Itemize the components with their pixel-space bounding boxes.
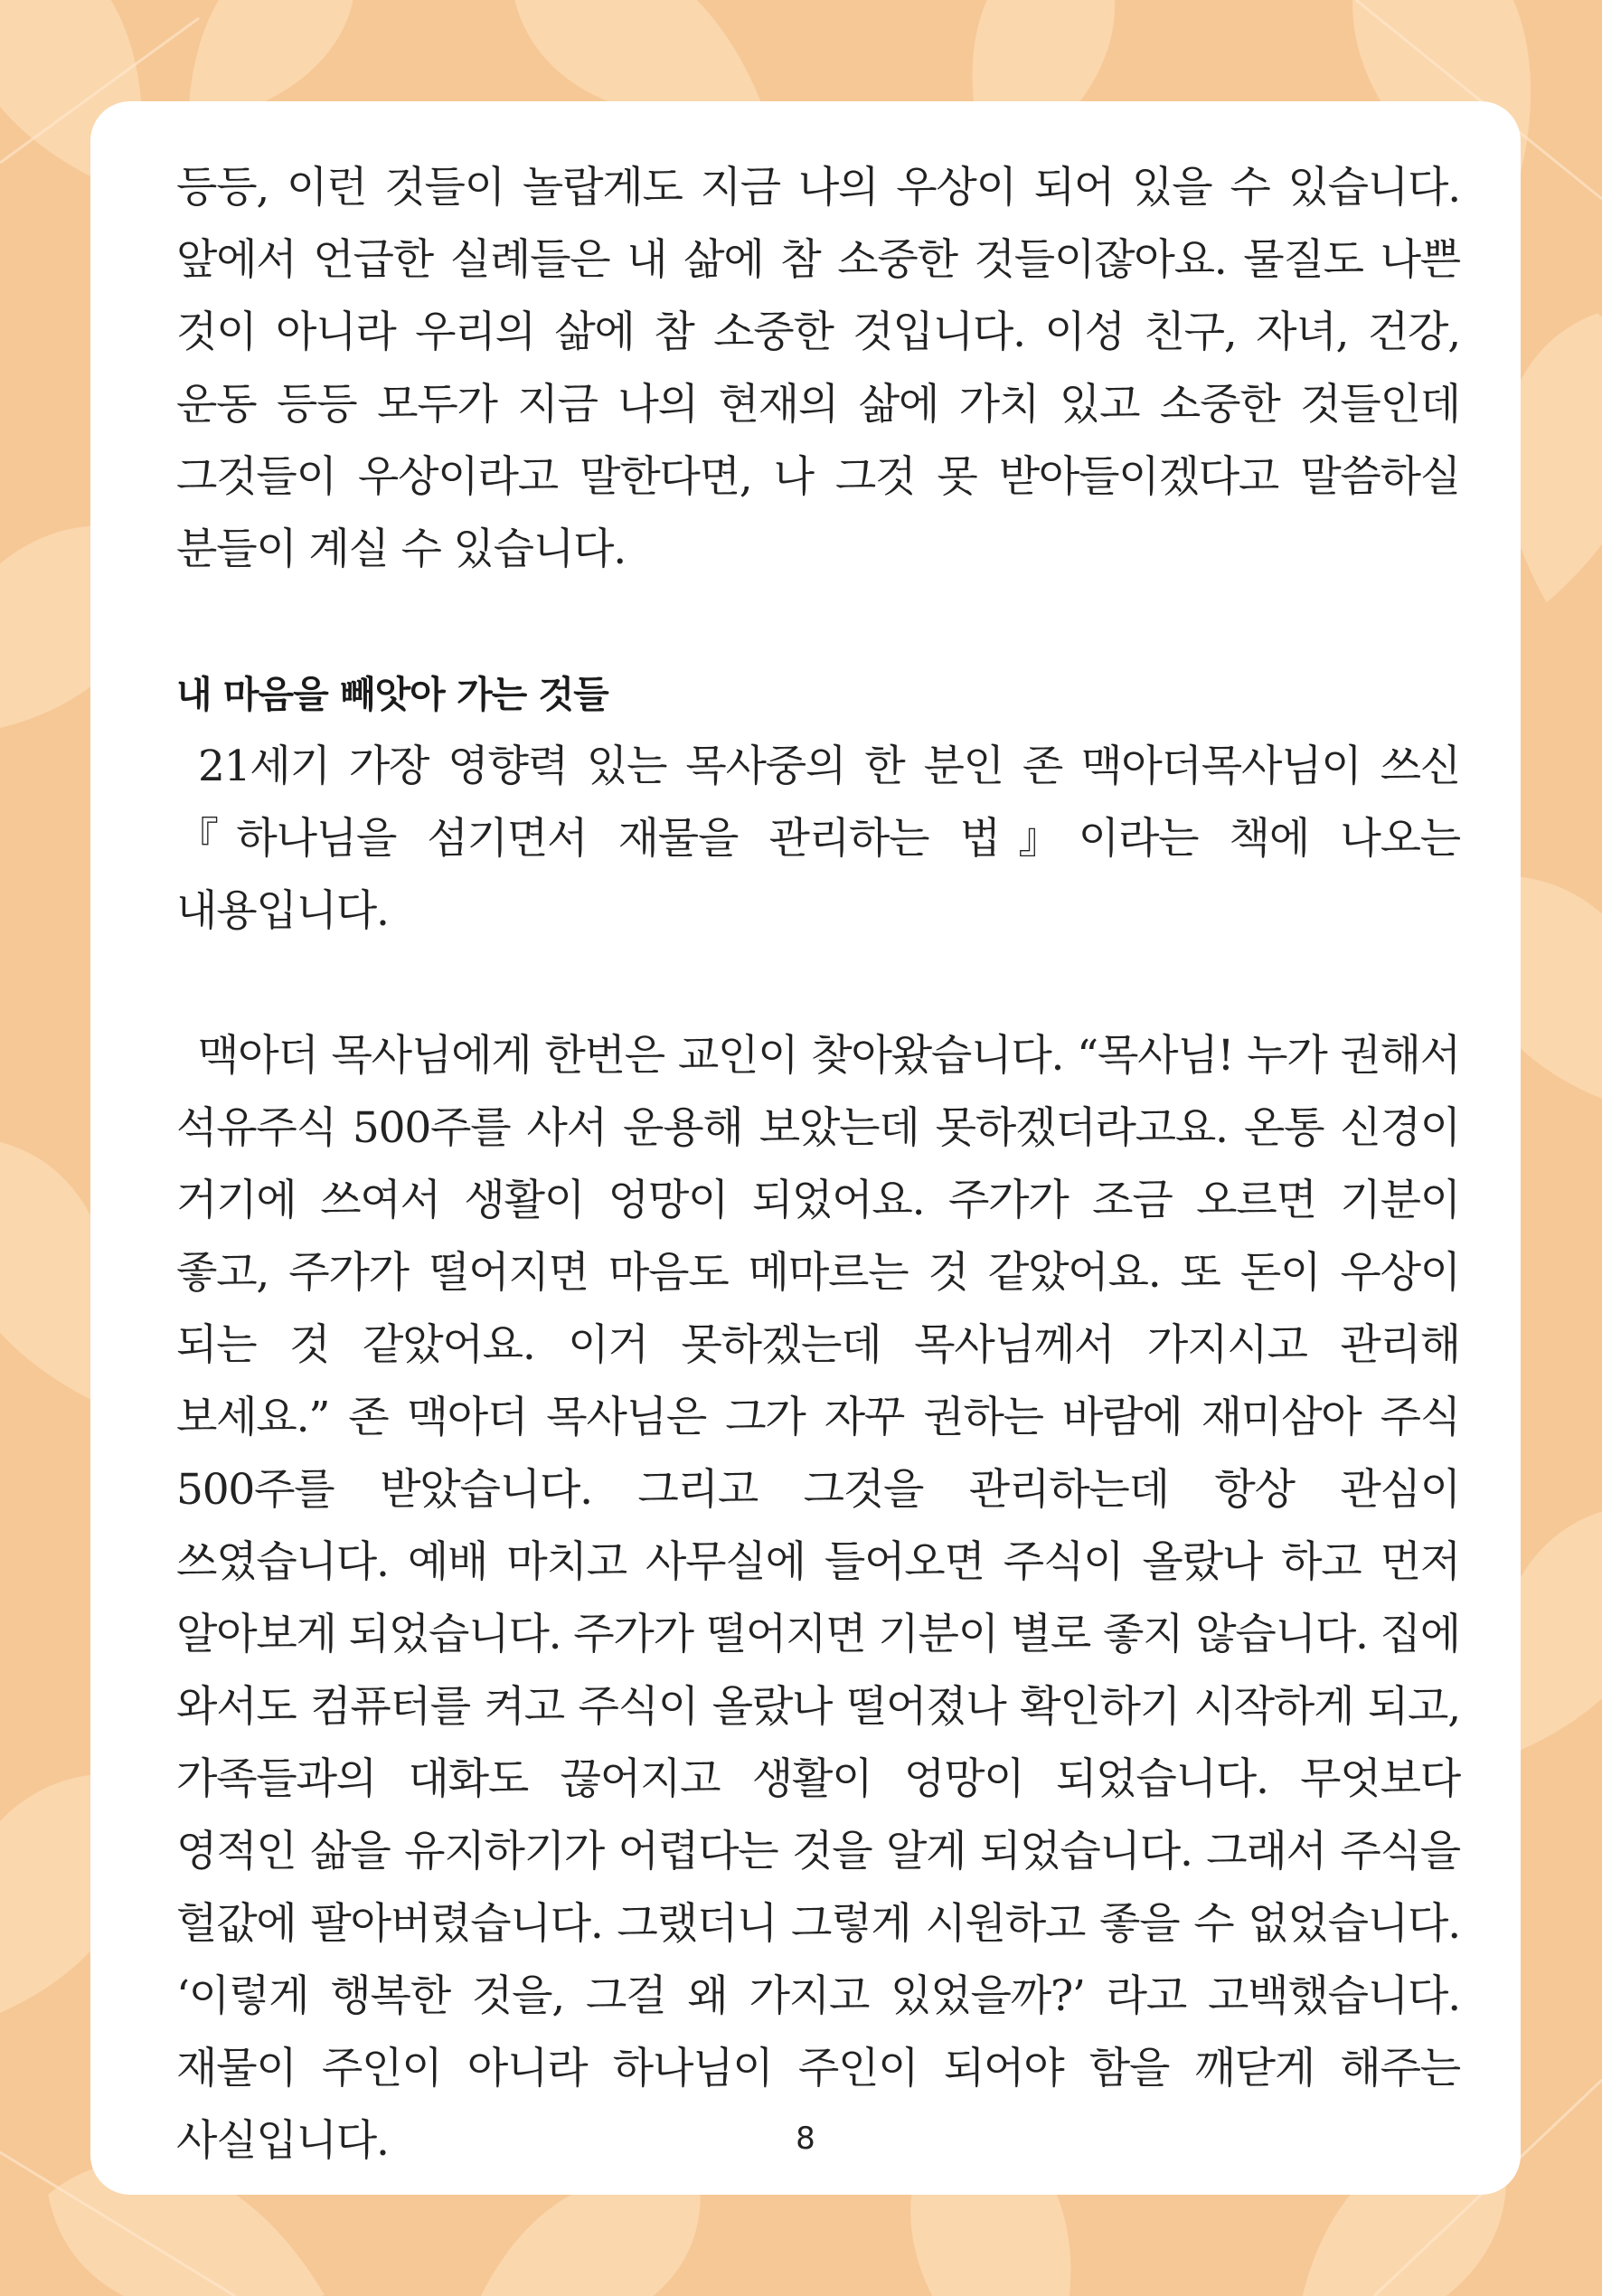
- paragraph-macarthur-story: 맥아더 목사님에게 한번은 교인이 찾아왔습니다. “목사님! 누가 권해서 석유주식 500주를 사서 운용해 보았는데 못하겠더라고요. 온통 신경이 거기에 쓰여서 생활이 엉망이 되었어요. 주가가 조금 오르면 기분이 좋고, 주가가 떨어지면 마음도 메마르는 것 같았어요. 또 돈이 우상이 되는 것 같았어요. 이거 못하겠는데 목사님께서 가지시고 관리해 보세요.” 존 맥아더 목사님은 그가 자꾸 권하는 바람에 재미삼아 주식 500주를 받았습니다. 그리고 그것을 관리하는데 항상 관심이 쓰였습니다. 예배 마치고 사무실에 들어오면 주식이 올랐나 하고 먼저 알아보게 되었습니다. 주가가 떨어지면 기분이 별로 좋지 않습니다. 집에 와서도 컴퓨터를 켜고 주식이 올랐나 떨어졌나 확인하기 시작하게 되고, 가족들과의 대화도 끊어지고 생활이 엉망이 되었습니다. 무엇보다 영적인 삶을 유지하기가 어렵다는 것을 알게 되었습니다. 그래서 주식을 헐값에 팔아버렸습니다. 그랬더니 그렇게 시원하고 좋을 수 없었습니다. ‘이렇게 행복한 것을, 그걸 왜 가지고 있었을까?’ 라고 고백했습니다. 재물이 주인이 아니라 하나님이 주인이 되어야 함을 깨닫게 해주는 사실입니다.: [176, 1031, 1460, 2166]
- section-heading: 내 마음을 빼앗아 가는 것들: [176, 673, 608, 716]
- page-content: [176, 152, 1460, 2178]
- page-number: 8: [796, 2121, 815, 2157]
- paragraph-book-reference: 21세기 가장 영향력 있는 목사중의 한 분인 존 맥아더목사님이 쓰신 『하나님을 섬기면서 재물을 관리하는 법』이라는 책에 나오는 내용입니다.: [176, 742, 1460, 936]
- page-card: [90, 101, 1521, 2195]
- paragraph-idolatry-intro: 등등, 이런 것들이 놀랍게도 지금 나의 우상이 되어 있을 수 있습니다. 앞에서 언급한 실례들은 내 삶에 참 소중한 것들이잖아요. 물질도 나쁜 것이 아니라 우리의 삶에 참 소중한 것입니다. 이성 친구, 자녀, 건강, 운동 등등 모두가 지금 나의 현재의 삶에 가치 있고 소중한 것들인데 그것들이 우상이라고 말한다면, 나 그것 못 받아들이겠다고 말씀하실 분들이 계실 수 있습니다.: [176, 163, 1460, 574]
